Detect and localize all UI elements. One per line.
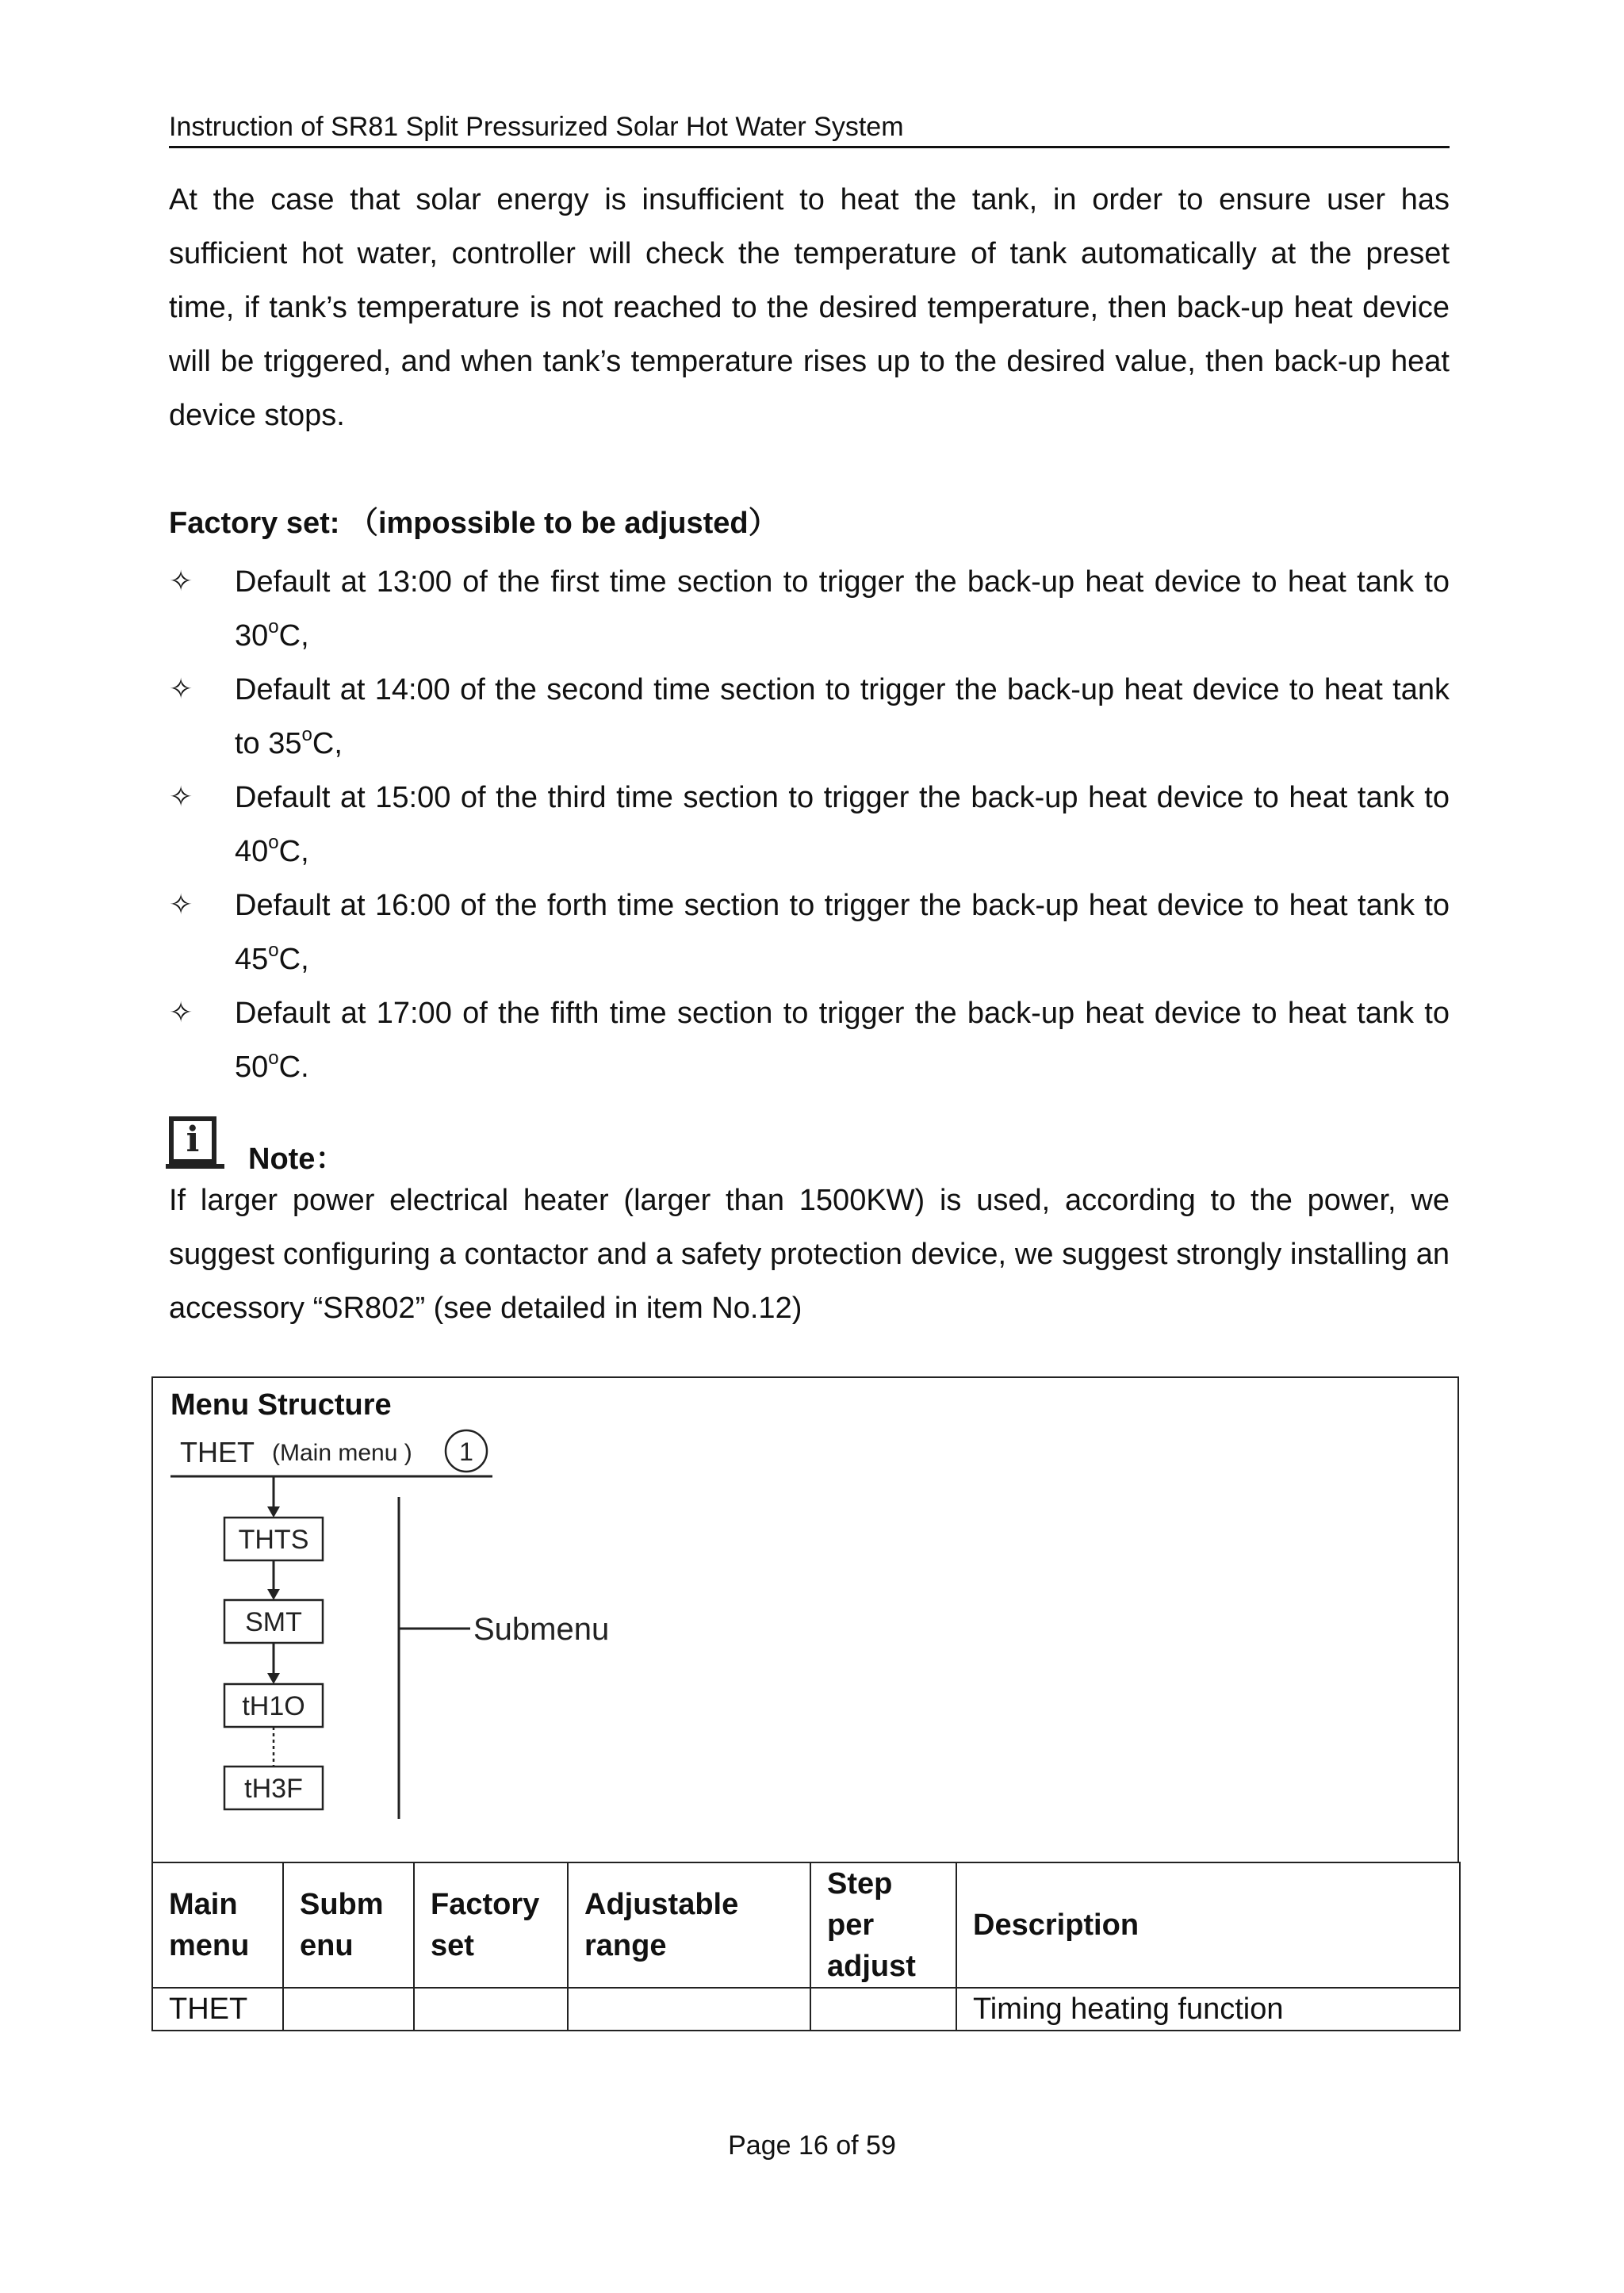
intro-paragraph: At the case that solar energy is insufficient to heat the tank, in order to ensure user has sufficient hot water, controller will check the temperature of tank automatically at the preset time, if tank’s temperature is not reached to the desired temperature, then back-up heat device will be triggered, and when tank’s temperature rises up to the desired value, then back-up heat device stops. [169, 183, 1450, 432]
list-item [163, 986, 1450, 1094]
degree-mark: o [268, 940, 279, 961]
factory-set-heading: Factory set: （impossible to be adjusted） [169, 507, 779, 540]
flow-arrowhead [267, 1589, 280, 1600]
main-menu-code: THET [180, 1436, 255, 1468]
column-header-factory-set: Factory set [414, 1862, 568, 1988]
submenu-code: tH1O [242, 1691, 305, 1721]
page-header: Instruction of SR81 Split Pressurized Solar Hot Water System [169, 111, 1450, 148]
list-item [163, 663, 1450, 771]
degree-mark: o [301, 724, 312, 745]
column-header-main-menu: Main menu [152, 1862, 283, 1988]
bullet-text: Default at 14:00 of the second time section to trigger the back-up heat device to heat tank to 35 [235, 673, 1450, 760]
bullet-text: Default at 16:00 of the forth time section to trigger the back-up heat device to heat tank to 45 [235, 889, 1450, 976]
info-icon: i [169, 1116, 216, 1164]
column-header-adjustable-range: Adjustable range [568, 1862, 810, 1988]
cell-description: Timing heating function [956, 1988, 1460, 2031]
factory-defaults-list [163, 555, 1450, 1094]
note-label: Note： [248, 1143, 346, 1176]
list-item [163, 771, 1450, 879]
diamond-star-icon: ✧ [169, 673, 193, 706]
cell-main-menu: THET [152, 1988, 283, 2031]
table-header-row [152, 1862, 1460, 1988]
submenu-label: Submenu [473, 1612, 610, 1647]
flow-arrowhead [267, 1506, 280, 1518]
cell-adjustable-range [568, 1988, 810, 2031]
bullet-unit: C, [312, 727, 343, 760]
bullet-unit: C. [278, 1051, 309, 1084]
bullet-text: Default at 15:00 of the third time section to trigger the back-up heat device to heat tank to 40 [235, 781, 1450, 868]
bullet-unit: C, [278, 943, 309, 976]
column-header-submenu: Subm enu [283, 1862, 414, 1988]
menu-structure-diagram [153, 1378, 1457, 1862]
diamond-star-icon: ✧ [169, 565, 193, 598]
bullet-text: Default at 13:00 of the first time section to trigger the back-up heat device to heat tank to 30 [235, 565, 1450, 653]
degree-mark: o [268, 616, 279, 637]
bullet-unit: C, [278, 619, 309, 653]
degree-mark: o [268, 832, 279, 853]
flow-arrowhead [267, 1673, 280, 1684]
list-item [163, 555, 1450, 663]
menu-structure-box [151, 1376, 1459, 1863]
note-paragraph: If larger power electrical heater (larger than 1500KW) is used, according to the power, we suggest configuring a contactor and a safety protection device, we suggest strongly installing an accessory “SR802” (see detailed in item No.12) [169, 1184, 1450, 1325]
cell-submenu [283, 1988, 414, 2031]
menu-structure-title: Menu Structure [170, 1388, 392, 1422]
page-number: Page 16 of 59 [728, 2130, 896, 2161]
list-item [163, 879, 1450, 986]
parameter-table [151, 1862, 1461, 2031]
column-header-step-per-adjust: Step per adjust [810, 1862, 956, 1988]
submenu-code: SMT [245, 1607, 302, 1637]
cell-factory-set [414, 1988, 568, 2031]
bullet-text: Default at 17:00 of the fifth time section to trigger the back-up heat device to heat tank to 50 [235, 997, 1450, 1084]
main-menu-note: (Main menu ) [272, 1440, 412, 1466]
degree-mark: o [268, 1047, 279, 1069]
column-header-description: Description [956, 1862, 1460, 1988]
submenu-code: THTS [238, 1525, 309, 1555]
diamond-star-icon: ✧ [169, 997, 193, 1029]
diamond-star-icon: ✧ [169, 889, 193, 921]
table-row [152, 1988, 1460, 2031]
bullet-unit: C, [278, 835, 309, 868]
diamond-star-icon: ✧ [169, 781, 193, 813]
submenu-code: tH3F [244, 1774, 303, 1804]
cell-step-per-adjust [810, 1988, 956, 2031]
step-number: 1 [459, 1437, 473, 1466]
